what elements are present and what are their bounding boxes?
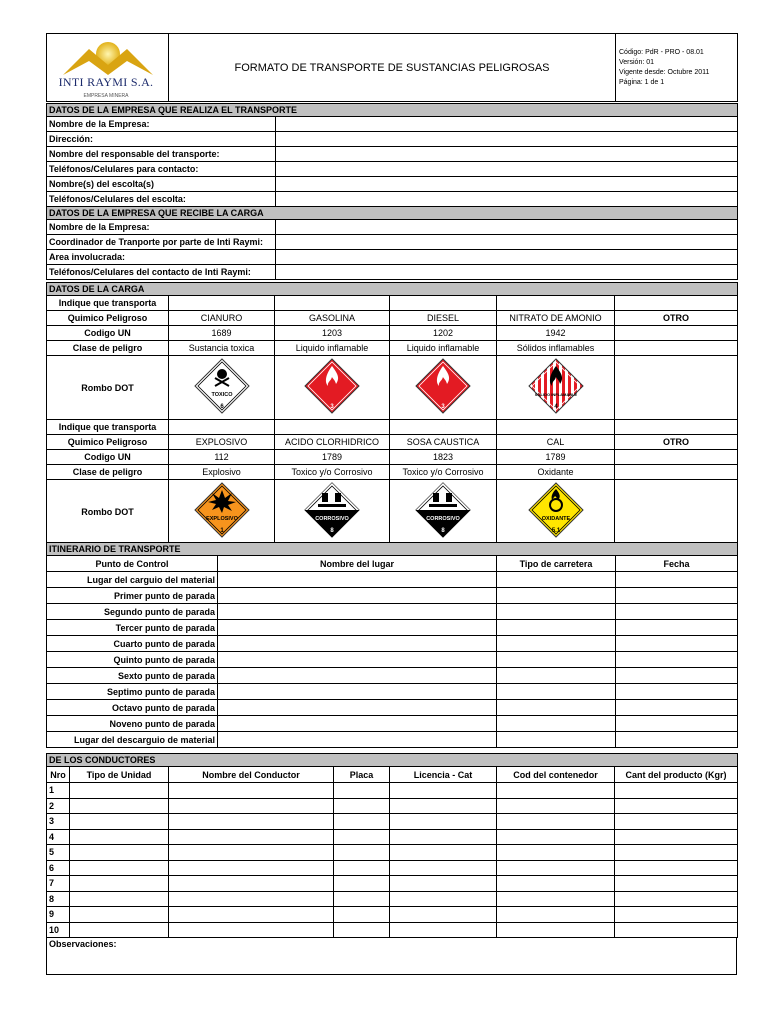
un-code: 1203 [275,326,390,341]
driver-name-field[interactable] [169,814,334,830]
explosive-diamond-icon [192,480,252,540]
plate-field[interactable] [334,876,390,892]
itinerary-point-label: Octavo punto de parada [47,700,218,716]
diamond-class-number: 4 [553,404,558,410]
driver-row-number: 9 [47,907,70,923]
cargo-cell[interactable] [169,296,275,311]
un-code: 1789 [275,450,390,465]
driver-row [47,798,738,814]
itinerary-point-label: Tercer punto de parada [47,620,218,636]
itinerary-section-title: ITINERARIO DE TRANSPORTE [47,543,738,556]
license-field[interactable] [390,907,497,923]
date-field[interactable] [616,716,738,732]
driver-row [47,922,738,938]
itinerary-column-header: Punto de Control [47,556,218,572]
plate-field[interactable] [334,907,390,923]
driver-name-field[interactable] [169,922,334,938]
diamond-class-number: 5.1 [551,528,560,534]
dot-diamond-cell [169,356,275,420]
logo-text: INTI RAYMI S.A. [58,75,154,89]
date-field[interactable] [616,588,738,604]
surface-shape [429,504,457,507]
road-type-field[interactable] [497,588,616,604]
receiver-field-label: Nombre de la Empresa: [47,220,276,235]
cargo-row-label: Rombo DOT [47,356,169,420]
oxidizer-diamond-icon [526,480,586,540]
product-quantity-field[interactable] [615,922,738,938]
plate-field[interactable] [334,922,390,938]
dot-diamond-cell [390,480,497,544]
flammable-liquid-diamond-icon [302,356,362,416]
product-quantity-field[interactable] [615,829,738,845]
unit-type-field[interactable] [70,876,169,892]
drivers-column-header: Nro [47,767,70,783]
road-type-field[interactable] [497,684,616,700]
road-type-field[interactable] [497,732,616,748]
chemical-name: CIANURO [169,311,275,326]
itinerary-point-label: Lugar del descarguio de material [47,732,218,748]
license-field[interactable] [390,783,497,799]
itinerary-row [47,732,738,748]
hazard-class[interactable] [615,465,738,480]
sender-field-label: Teléfonos/Celulares del escolta: [47,192,276,207]
cargo-cell[interactable] [497,296,615,311]
itinerary-row [47,700,738,716]
unit-type-field[interactable] [70,845,169,861]
sender-field-label: Nombre(s) del escolta(s) [47,177,276,192]
unit-type-field[interactable] [70,798,169,814]
unit-type-field[interactable] [70,783,169,799]
hazard-class: Sustancia toxica [169,341,275,356]
document-meta [616,34,738,102]
place-name-field[interactable] [218,732,497,748]
sender-field-label: Teléfonos/Celulares para contacto: [47,162,276,177]
product-quantity-field[interactable] [615,891,738,907]
chemical-name: CAL [497,435,615,450]
driver-row [47,814,738,830]
test-tube-shape [322,493,328,502]
dot-diamond-cell [275,356,390,420]
product-quantity-field[interactable] [615,798,738,814]
driver-name-field[interactable] [169,783,334,799]
plate-field[interactable] [334,845,390,861]
dot-diamond-cell [497,356,615,420]
driver-row [47,907,738,923]
sender-field-value[interactable] [276,192,738,207]
chemical-name: NITRATO DE AMONIO [497,311,615,326]
driver-row [47,783,738,799]
sender-field-value[interactable] [276,117,738,132]
cargo-row-label: Rombo DOT [47,480,169,544]
sender-field-value[interactable] [276,132,738,147]
cargo-row-label: Codigo UN [47,450,169,465]
cargo-cell[interactable] [275,420,390,435]
itinerary-row [47,716,738,732]
driver-row [47,829,738,845]
hazard-class: Oxidante [497,465,615,480]
drivers-column-header: Cod del contenedor [497,767,615,783]
cargo-row-label: Clase de peligro [47,341,169,356]
drivers-column-header: Licencia - Cat [390,767,497,783]
container-code-field[interactable] [497,907,615,923]
itinerary-row [47,668,738,684]
cargo-cell[interactable] [615,420,738,435]
driver-row-number: 10 [47,922,70,938]
hazard-class: Toxico y/o Corrosivo [275,465,390,480]
form-title: FORMATO DE TRANSPORTE DE SUSTANCIAS PELIGROSAS [169,34,616,102]
place-name-field[interactable] [218,636,497,652]
itinerary-row [47,572,738,588]
corrosive-diamond-icon [413,480,473,540]
driver-row-number: 8 [47,891,70,907]
license-field[interactable] [390,922,497,938]
cargo-table [46,282,738,544]
sender-field-label: Nombre de la Empresa: [47,117,276,132]
chemical-name: OTRO [615,435,738,450]
plate-field[interactable] [334,798,390,814]
un-code: 1689 [169,326,275,341]
road-type-field[interactable] [497,652,616,668]
toxic-diamond-icon [192,356,252,416]
place-name-field[interactable] [218,604,497,620]
cargo-cell[interactable] [497,420,615,435]
diamond-class-number: 3 [330,404,334,410]
itinerary-point-label: Segundo punto de parada [47,604,218,620]
diamond-label: SOLIDO INFLAMABLE [534,392,577,397]
itinerary-row [47,652,738,668]
driver-row-number: 3 [47,814,70,830]
dot-diamond-cell[interactable] [615,480,738,544]
unit-type-field[interactable] [70,829,169,845]
driver-name-field[interactable] [169,829,334,845]
diamond-label: TOXICO [211,392,232,398]
meta-version: Versión: 01 [619,58,655,66]
date-field[interactable] [616,700,738,716]
itinerary-row [47,636,738,652]
license-field[interactable] [390,845,497,861]
dot-diamond-cell [497,480,615,544]
chemical-name: GASOLINA [275,311,390,326]
hazard-class: Liquido inflamable [275,341,390,356]
container-code-field[interactable] [497,783,615,799]
plate-field[interactable] [334,891,390,907]
date-field[interactable] [616,668,738,684]
diamond-label: EXPLOSIVO [205,516,238,522]
chemical-name: EXPLOSIVO [169,435,275,450]
unit-type-field[interactable] [70,922,169,938]
itinerary-point-label: Sexto punto de parada [47,668,218,684]
company-data-table [46,103,738,280]
container-code-field[interactable] [497,829,615,845]
product-quantity-field[interactable] [615,860,738,876]
driver-name-field[interactable] [169,891,334,907]
date-field[interactable] [616,684,738,700]
driver-name-field[interactable] [169,860,334,876]
license-field[interactable] [390,829,497,845]
driver-row [47,876,738,892]
driver-row [47,891,738,907]
hazard-class: Toxico y/o Corrosivo [390,465,497,480]
drivers-section-title: DE LOS CONDUCTORES [47,754,738,767]
cargo-cell[interactable] [275,296,390,311]
sender-section-title: DATOS DE LA EMPRESA QUE REALIZA EL TRANSPORTE [47,104,738,117]
hazard-class: Sólidos inflamables [497,341,615,356]
place-name-field[interactable] [218,700,497,716]
receiver-field-value[interactable] [276,220,738,235]
test-tube-shape [446,493,452,502]
container-code-field[interactable] [497,860,615,876]
un-code[interactable] [615,326,738,341]
driver-name-field[interactable] [169,907,334,923]
dot-diamond-cell [275,480,390,544]
chemical-name: SOSA CAUSTICA [390,435,497,450]
place-name-field[interactable] [218,652,497,668]
diamond-class-number: 1 [219,528,224,534]
receiver-field-label: Coordinador de Tranporte por parte de Inti Raymi: [47,235,276,250]
corrosive-diamond-icon [302,480,362,540]
license-field[interactable] [390,798,497,814]
itinerary-row [47,684,738,700]
driver-row [47,845,738,861]
un-code[interactable] [615,450,738,465]
driver-name-field[interactable] [169,845,334,861]
itinerary-point-label: Septimo punto de parada [47,684,218,700]
driver-row-number: 1 [47,783,70,799]
driver-name-field[interactable] [169,798,334,814]
date-field[interactable] [616,732,738,748]
diamond-class-number: 8 [330,528,334,534]
cargo-row-label: Indique que transporta [47,296,169,311]
license-field[interactable] [390,814,497,830]
itinerary-column-header: Fecha [616,556,738,572]
flammable-solid-diamond-icon [526,356,586,416]
container-code-field[interactable] [497,814,615,830]
road-type-field[interactable] [497,620,616,636]
driver-row [47,860,738,876]
observations-label: Observaciones: [49,939,117,949]
driver-row-number: 7 [47,876,70,892]
license-field[interactable] [390,860,497,876]
logo-subtext: EMPRESA MINERA [83,93,129,99]
driver-row-number: 4 [47,829,70,845]
itinerary-row [47,620,738,636]
diamond-class-number: 6 [219,404,224,410]
itinerary-row [47,604,738,620]
container-code-field[interactable] [497,845,615,861]
cargo-cell[interactable] [390,420,497,435]
hazard-class: Liquido inflamable [390,341,497,356]
drivers-column-header: Tipo de Unidad [70,767,169,783]
place-name-field[interactable] [218,588,497,604]
itinerary-point-label: Cuarto punto de parada [47,636,218,652]
cargo-section-title: DATOS DE LA CARGA [47,283,738,296]
sender-field-label: Nombre del responsable del transporte: [47,147,276,162]
itinerary-point-label: Quinto punto de parada [47,652,218,668]
chemical-name: OTRO [615,311,738,326]
un-code: 1789 [497,450,615,465]
license-field[interactable] [390,891,497,907]
date-field[interactable] [616,620,738,636]
un-code: 1942 [497,326,615,341]
unit-type-field[interactable] [70,891,169,907]
un-code: 1202 [390,326,497,341]
product-quantity-field[interactable] [615,907,738,923]
itinerary-column-header: Nombre del lugar [218,556,497,572]
road-type-field[interactable] [497,668,616,684]
hazard-class[interactable] [615,341,738,356]
chemical-name: DIESEL [390,311,497,326]
place-name-field[interactable] [218,668,497,684]
product-quantity-field[interactable] [615,876,738,892]
road-type-field[interactable] [497,572,616,588]
driver-row-number: 6 [47,860,70,876]
place-name-field[interactable] [218,684,497,700]
itinerary-column-header: Tipo de carretera [497,556,616,572]
dot-diamond-cell [390,356,497,420]
place-name-field[interactable] [218,716,497,732]
receiver-field-label: Teléfonos/Celulares del contacto de Inti Raymi: [47,265,276,280]
meta-valid-from: Vigente desde: Octubre 2011 [619,68,710,76]
plate-field[interactable] [334,860,390,876]
itinerary-table [46,542,738,748]
receiver-field-label: Area involucrada: [47,250,276,265]
meta-code: Código: PdR - PRO - 08.01 [619,48,704,56]
drivers-column-header: Cant del producto (Kgr) [615,767,738,783]
road-type-field[interactable] [497,604,616,620]
receiver-field-value[interactable] [276,250,738,265]
receiver-field-value[interactable] [276,265,738,280]
diamond-class-number: 3 [441,404,445,410]
diamond-label: OXIDANTE [541,516,570,522]
chemical-name: ACIDO CLORHIDRICO [275,435,390,450]
place-name-field[interactable] [218,620,497,636]
diamond-label: CORROSIVO [426,516,460,522]
sender-field-label: Dirección: [47,132,276,147]
receiver-section-title: DATOS DE LA EMPRESA QUE RECIBE LA CARGA [47,207,738,220]
observations-box[interactable] [46,937,737,975]
date-field[interactable] [616,604,738,620]
driver-row-number: 5 [47,845,70,861]
un-code: 1823 [390,450,497,465]
drivers-table [46,753,738,938]
itinerary-point-label: Primer punto de parada [47,588,218,604]
plate-field[interactable] [334,783,390,799]
surface-shape [318,504,346,507]
itinerary-point-label: Lugar del carguio del material [47,572,218,588]
license-field[interactable] [390,876,497,892]
road-type-field[interactable] [497,700,616,716]
cargo-row-label: Indique que transporta [47,420,169,435]
cargo-row-label: Quimico Peligroso [47,435,169,450]
container-code-field[interactable] [497,798,615,814]
sender-field-value[interactable] [276,162,738,177]
road-type-field[interactable] [497,716,616,732]
product-quantity-field[interactable] [615,783,738,799]
cargo-cell[interactable] [169,420,275,435]
skull-shape [217,369,227,379]
company-logo-cell [47,34,169,102]
drivers-column-header: Placa [334,767,390,783]
unit-type-field[interactable] [70,907,169,923]
product-quantity-field[interactable] [615,845,738,861]
container-code-field[interactable] [497,876,615,892]
product-quantity-field[interactable] [615,814,738,830]
flammable-liquid-diamond-icon [413,356,473,416]
cargo-row-label: Clase de peligro [47,465,169,480]
container-code-field[interactable] [497,922,615,938]
driver-name-field[interactable] [169,876,334,892]
dot-diamond-cell[interactable] [615,356,738,420]
diamond-class-number: 8 [441,528,445,534]
un-code: 112 [169,450,275,465]
meta-page: Página: 1 de 1 [619,78,665,86]
date-field[interactable] [616,636,738,652]
place-name-field[interactable] [218,572,497,588]
road-type-field[interactable] [497,636,616,652]
drivers-column-header: Nombre del Conductor [169,767,334,783]
plate-field[interactable] [334,814,390,830]
sender-field-value[interactable] [276,147,738,162]
diamond-label: CORROSIVO [315,516,349,522]
cargo-row-label: Quimico Peligroso [47,311,169,326]
form-header [46,33,738,102]
test-tube-shape [335,493,341,502]
driver-row-number: 2 [47,798,70,814]
cargo-cell[interactable] [390,296,497,311]
receiver-field-value[interactable] [276,235,738,250]
dot-diamond-cell [169,480,275,544]
date-field[interactable] [616,572,738,588]
unit-type-field[interactable] [70,860,169,876]
sender-field-value[interactable] [276,177,738,192]
cargo-cell[interactable] [615,296,738,311]
itinerary-row [47,588,738,604]
container-code-field[interactable] [497,891,615,907]
hazard-class: Explosivo [169,465,275,480]
itinerary-point-label: Noveno punto de parada [47,716,218,732]
date-field[interactable] [616,652,738,668]
unit-type-field[interactable] [70,814,169,830]
plate-field[interactable] [334,829,390,845]
test-tube-shape [433,493,439,502]
cargo-row-label: Codigo UN [47,326,169,341]
